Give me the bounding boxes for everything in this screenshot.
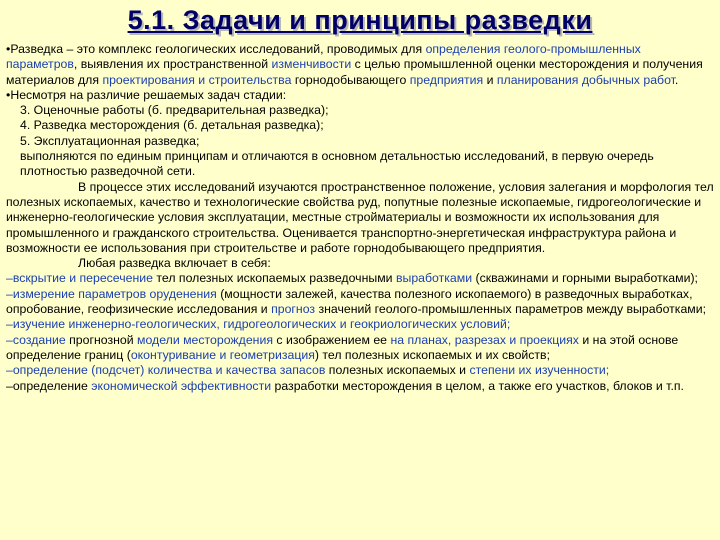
list-item-opening: [6, 271, 714, 286]
text-run: (мощности залежей, качества полезного ископаемого) в разведочных выработках, опробование, геофизические исследования и: [6, 286, 693, 317]
highlight-run: –создание: [6, 332, 66, 347]
list-item-model: [6, 333, 714, 364]
highlight-run: на планах, разрезах и проекциях: [390, 332, 579, 347]
stage-item: 4. Разведка месторождения (б. детальная разведка);: [20, 118, 324, 133]
paragraph-stages-intro: • Несмотря на различие решаемых задач стадии:: [6, 88, 714, 103]
text-run: и: [483, 72, 497, 87]
text-run: прогнозной: [65, 332, 138, 347]
highlight-run: модели месторождения: [137, 332, 273, 347]
text-run: горнодобывающего: [291, 72, 410, 87]
highlight-run: степени их изученности;: [469, 363, 610, 378]
highlight-run: предприятия: [409, 72, 484, 87]
paragraph-includes: Любая разведка включает в себя:: [78, 256, 271, 271]
highlight-run: оконтуривание и геометризация: [130, 347, 315, 362]
highlight-run: определения геолого-промышленных параметров: [6, 42, 641, 72]
text-run: –определение: [6, 378, 92, 393]
highlight-run: планирования добычных работ: [496, 72, 675, 87]
highlight-run: –вскрытие и пересечение: [6, 271, 153, 286]
text-run: .: [674, 72, 679, 87]
stage-item: 3. Оценочные работы (б. предварительная разведка);: [20, 103, 329, 118]
slide-content: [6, 42, 714, 394]
highlight-run: прогноз: [271, 302, 316, 317]
highlight-run: экономической эффективности: [91, 378, 272, 393]
text-run: (скважинами и горными выработками);: [472, 271, 698, 286]
slide-title: 5.1. Задачи и принципы разведки: [127, 5, 593, 35]
text-run: с изображением ее: [272, 332, 391, 347]
text-run: разработки месторождения в целом, а также его участков, блоков и т.п.: [271, 378, 684, 393]
highlight-run: проектирования и строительства: [102, 72, 292, 87]
highlight-run: изменчивости: [271, 57, 352, 72]
text-run: значений геолого-промышленных параметров между выработками;: [315, 302, 707, 317]
paragraph-principles: выполняются по единым принципам и отличаются в основном детальностью исследований, в первую очередь плотностью разведочной сети.: [20, 149, 654, 179]
list-item-reserves: [6, 363, 714, 378]
text-run: тел полезных ископаемых разведочными: [152, 271, 396, 286]
text-run: Разведка – это комплекс геологических исследований, проводимых для: [10, 42, 426, 56]
text-run: В процессе этих исследований изучаются пространственное положение, условия залегания и морфология тел полезных ископаемых, качество и технологические свойства руд, попутные полезные ископаемые, гидрогеологические и инженерно-геологические условия эксплуатации, местные стройматериалы и возможности их использования для промышленного и гражданского строительства. Оценивается транспортно-энергетическая инфраструктура района и возможности ее использования при строительстве и работе горнодобывающего предприятия.: [6, 179, 714, 255]
text-run: ) тел полезных ископаемых и их свойств;: [314, 347, 551, 362]
stage-item: 5. Эксплуатационная разведка;: [20, 133, 200, 148]
paragraph-definition: [6, 42, 714, 88]
list-item-measurement: [6, 287, 714, 318]
text-run: полезных ископаемых и: [325, 363, 470, 378]
text-run: с целью промышленной оценки месторождения и получения материалов для: [6, 57, 703, 87]
text-run: и на этой основе определение границ (: [6, 332, 679, 362]
highlight-run: выработками: [395, 271, 473, 286]
highlight-run: –определение (подсчет) количества и качества запасов: [6, 363, 326, 378]
list-item-economics: [6, 379, 714, 394]
paragraph-research: [6, 180, 714, 256]
highlight-run: –измерение параметров оруденения: [6, 286, 217, 301]
highlight-run: –изучение инженерно-геологических, гидрогеологических и геокриологических условий;: [6, 317, 511, 332]
list-item-study: [6, 317, 714, 332]
text-run: , выявления их пространственной: [73, 57, 272, 72]
